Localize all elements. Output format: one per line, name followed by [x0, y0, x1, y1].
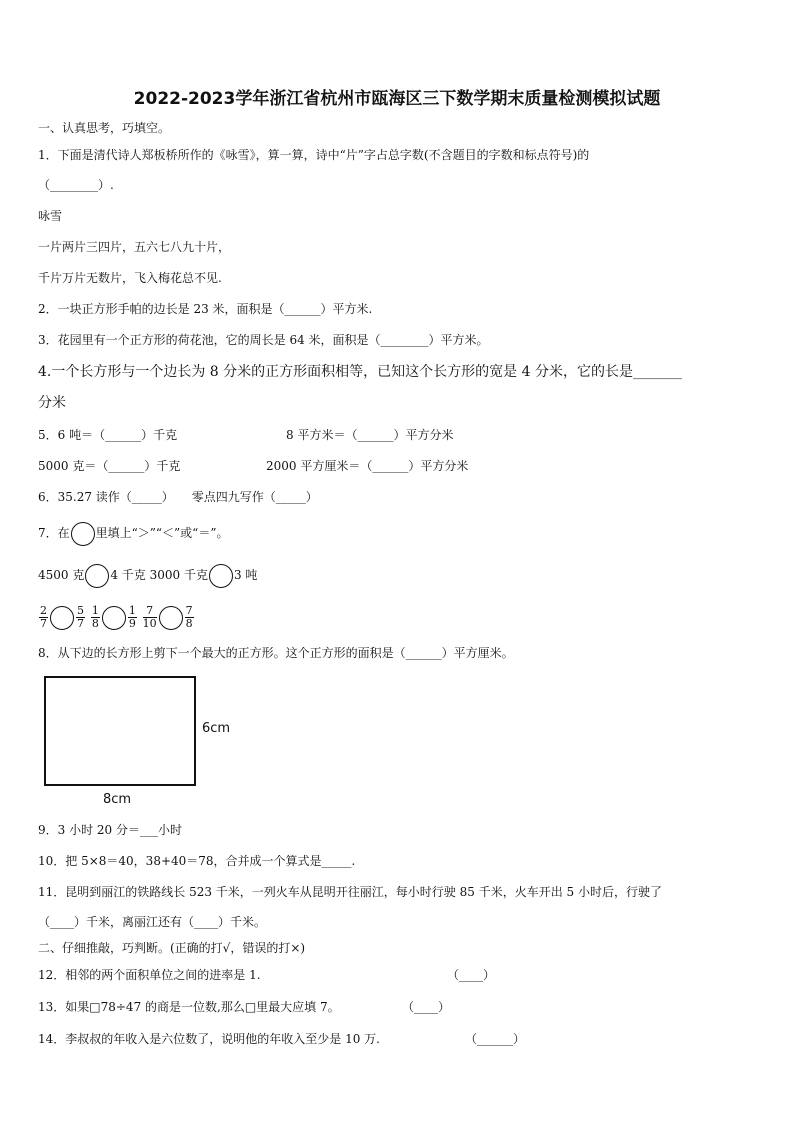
question-11-text: 11．昆明到丽江的铁路线长 523 千米，一列火车从昆明开往丽江，每小时行驶 85 千米，火车开出 5 小时后，行驶了 [38, 885, 662, 899]
question-13: 13．如果□78÷47 的商是一位数,那么□里最大应填 7。 [38, 1000, 340, 1014]
section-2-heading: 二、仔细推敲，巧判断。(正确的打√，错误的打×) [38, 941, 306, 955]
fraction: $\frac{7}{10}$ [142, 604, 157, 630]
question-14: 14．李叔叔的年收入是六位数了，说明他的年收入至少是 10 万. [38, 1032, 380, 1046]
compare-a: 4500 克 [38, 568, 85, 582]
question-14-answer-blank: （______） [465, 1032, 526, 1046]
question-1-blank: （________）. [38, 178, 114, 192]
question-10: 10．把 5×8＝40，38+40＝78，合并成一个算式是_____. [38, 854, 356, 868]
question-5-row-1-right: 8 平方米＝（______）平方分米 [286, 428, 454, 442]
fraction: $\frac{2}{7}$ [40, 604, 47, 630]
question-7-suffix: 里填上“＞”“＜”或“＝”。 [95, 526, 229, 540]
comparison-circle [209, 564, 233, 588]
comparison-circle [159, 606, 183, 630]
question-5-row-2-left: 5000 克＝（______）千克 [38, 459, 181, 473]
question-12-answer-blank: （____） [447, 968, 496, 982]
rectangle-figure [44, 676, 196, 786]
comparison-circle [102, 606, 126, 630]
question-1-text: 1．下面是清代诗人郑板桥所作的《咏雪》，算一算，诗中“片”字占总字数(不含题目的字数和标点符号)的 [38, 148, 590, 162]
page-title: 2022-2023学年浙江省杭州市瓯海区三下数学期末质量检测模拟试题 [133, 89, 661, 109]
compare-b: 4 千克 3000 千克 [110, 568, 208, 582]
question-4-text: 4.一个长方形与一个边长为 8 分米的正方形面积相等，已知这个长方形的宽是 4 分米，它的长是_______ [38, 364, 682, 380]
poem-line-2: 千片万片无数片，飞入梅花总不见. [38, 271, 222, 285]
question-13-answer-blank: （____） [402, 1000, 451, 1014]
question-2: 2．一块正方形手帕的边长是 23 米，面积是（______）平方米. [38, 302, 373, 316]
question-5-row-1-left: 5．6 吨＝（______）千克 [38, 428, 178, 442]
question-7-row-1 [38, 561, 257, 589]
section-1-heading: 一、认真思考，巧填空。 [38, 121, 171, 135]
poem-title: 咏雪 [38, 209, 63, 223]
question-5-row-2-right: 2000 平方厘米＝（______）平方分米 [266, 459, 469, 473]
compare-c: 3 吨 [233, 568, 258, 582]
rectangle-height-label: 6cm [202, 721, 231, 736]
question-6: 6．35.27 读作（_____） 零点四九写作（_____） [38, 490, 318, 504]
question-11-blanks: （____）千米，离丽江还有（____）千米。 [38, 915, 267, 929]
comparison-circle [71, 522, 95, 546]
question-4-unit: 分米 [38, 395, 66, 411]
question-7-prefix: 7．在 [38, 526, 70, 540]
comparison-circle [85, 564, 109, 588]
fraction: $\frac{5}{7}$ [77, 604, 84, 630]
question-7-text [38, 519, 228, 547]
question-12: 12．相邻的两个面积单位之间的进率是 1. [38, 968, 261, 982]
question-3: 3．花园里有一个正方形的荷花池，它的周长是 64 米，面积是（________）平方米。 [38, 333, 489, 347]
fraction: $\frac{1}{9}$ [128, 604, 136, 630]
comparison-circle [50, 606, 74, 630]
rectangle-width-label: 8cm [103, 792, 132, 807]
poem-line-1: 一片两片三四片，五六七八九十片， [38, 240, 231, 254]
fraction: $\frac{7}{8}$ [185, 604, 193, 630]
question-8: 8．从下边的长方形上剪下一个最大的正方形。这个正方形的面积是（______）平方厘米。 [38, 646, 514, 660]
fraction: $\frac{1}{8}$ [91, 604, 99, 630]
question-9: 9．3 小时 20 分＝___小时 [38, 823, 182, 837]
question-7-row-2 [38, 602, 195, 632]
